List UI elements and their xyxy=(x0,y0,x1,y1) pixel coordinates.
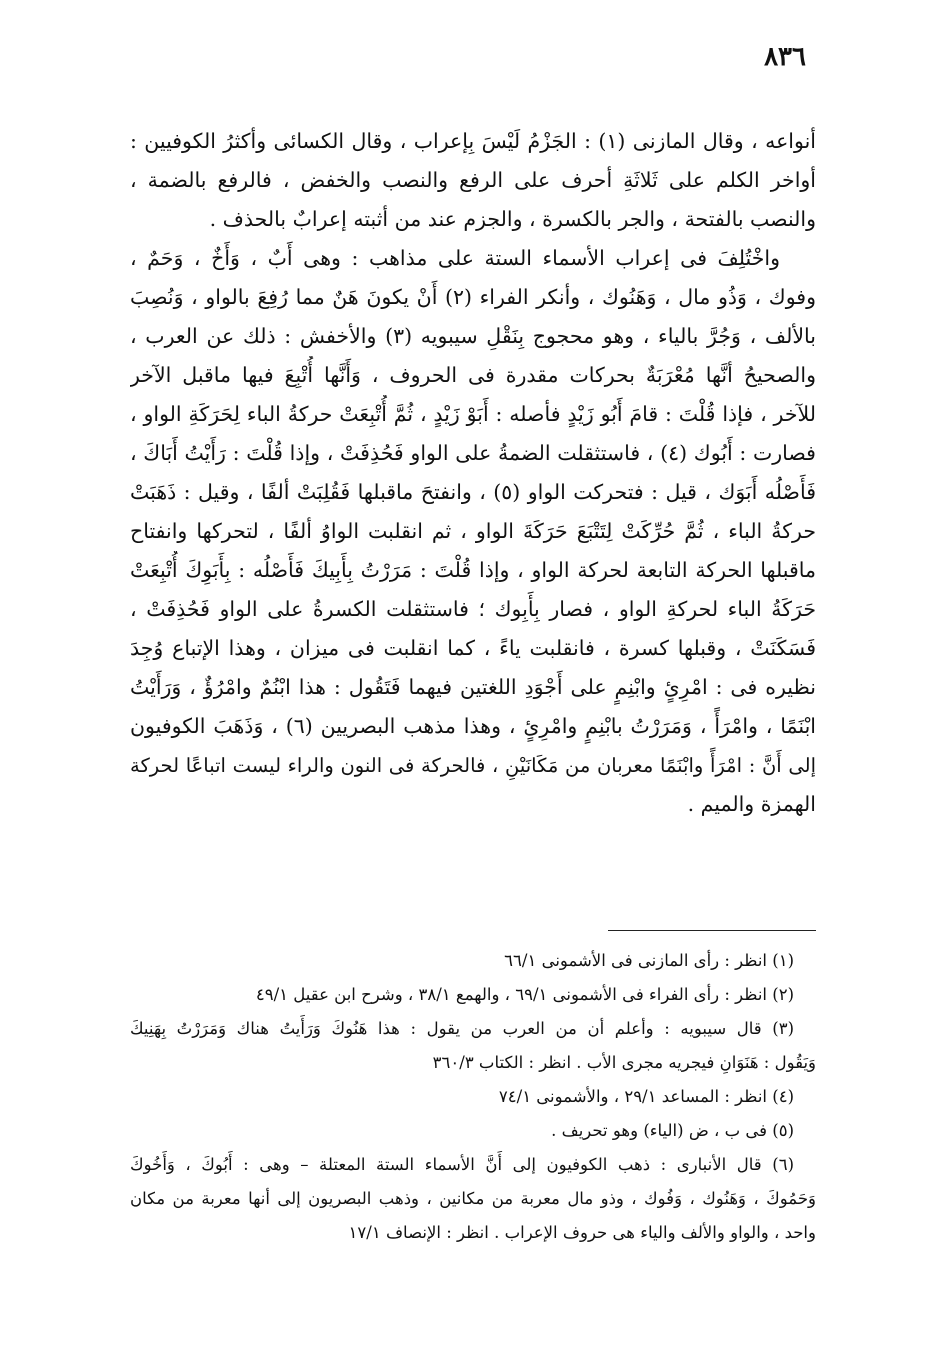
footnote-5: (٥) فى ب ، ض (الياء) وهو تحريف . xyxy=(551,1121,794,1140)
paragraph-start: واخْتُلِفَ فى إعراب الأسماء الستة على مذاهب : وهى أَبٌ ، وَأَخٌ ، وَحَمٌ ، xyxy=(130,246,780,270)
body-line: أواخر الكلم على ثَلاثَةِ أحرف على الرفع والنصب والخفض ، فالرفع بالضمة ، xyxy=(130,168,816,192)
footnote-1: (١) انظر : رأى المازنى فى الأشمونى ٦٦/١ xyxy=(504,951,794,970)
body-line: ماقبلها الحركة التابعة لحركة الواو ، وإذا قُلْتَ : مَرَرْتُ بِأَبِيكَ فَأَصْلُه : بِأَبَوِكَ أُتْبِعَتْ xyxy=(130,558,816,582)
body-line: حركةُ الباء ، ثُمَّ حُرِّكَتْ لِتَتْبَعَ حَرَكَةَ الواو ، ثم انقلبت الواوُ ألفًا ، لتحركها وانفتاح xyxy=(130,519,816,543)
body-line: فَسَكَنَتْ ، وقبلها كسرة ، فانقلبت ياءً ، كما انقلبت فى ميزان ، وهذا الإتباع وُجِدَ xyxy=(130,636,816,660)
body-line: أنواعه ، وقال المازنى (١) : الجَزْمُ لَيْسَ بِإعراب ، وقال الكسائى وأكثرُ الكوفيين : xyxy=(130,129,816,153)
body-line: وفوك ، وَذُو مال ، وَهَنُوك ، وأنكر الفراء (٢) أَنْ يكونَ هَنٌ مما رُفِعَ بالواو ، وَنُصِبَ xyxy=(130,285,816,309)
body-line: ابْنَمًا ، وامْرَأً ، وَمَرَرْتُ بابْنِمٍ وامْرِئٍ ، وهذا مذهب البصريين (٦) ، وَذَهَبَ الكوفيون xyxy=(130,714,816,738)
page-number: ٨٣٦ xyxy=(764,42,806,72)
footnote-3: (٣) قال سيبويه : وأعلم أن من العرب من يقول : هذا هَنُوكَ وَرَأَيتُ هناك وَمَرَرْتُ بِهَنِيكَ xyxy=(130,1019,794,1038)
body-line: والنصب بالفتحة ، والجر بالكسرة ، والجزم عند من أثبته إعرابٌ بالحذف . xyxy=(209,207,816,231)
footnote-6: (٦) قال الأنبارى : ذهب الكوفيون إلى أَنَّ الأسماء الستة المعتلة – وهى : أَبُوكَ ، وَأَخُوكَ xyxy=(130,1155,794,1174)
body-line: نظيره فى : امْرِئٍ وابْنِمٍ على أَجْوَدِ اللغتين فيهما فَتَقُول : هذا ابْنُمٌ وامْرُؤٌ ، وَرَأَيْتُ xyxy=(130,675,816,699)
body-line: الهمزة والميم . xyxy=(687,792,816,816)
body-line: فَأَصْلُه أَبَوَك ، قيل : فتحركت الواو (٥) ، وانفتحَ ماقبلها فَقُلِبَتْ ألفًا ، وقيل : ذَهَبَتْ xyxy=(130,480,816,504)
footnote-separator xyxy=(608,930,816,931)
body-line: للآخر ، فإذا قُلْتَ : قامَ أَبُو زَيْدٍ فأصله : أَبَوْ زَيْدٍ ، ثُمَّ أُتْبِعَتْ حركةُ الباء لِحَرَكَةِ الواو ، xyxy=(130,402,816,426)
main-text xyxy=(130,122,816,824)
body-line: بالألف ، وَجُرَّ بالياء ، وهو محجوج بِنَقْلِ سيبويه (٣) والأخفش : ذلك عن العرب ، xyxy=(130,324,816,348)
body-line: فصارت : أَبُوك (٤) ، فاستثقلت الضمةُ على الواو فَحُذِفَتْ ، وإذا قُلْتَ : رَأَيْتُ أَبَاكَ ، xyxy=(130,441,816,465)
footnote-3-continued: وَيَقُول : هَنَوَانِ فيجريه مجرى الأب . انظر : الكتاب ٣٦٠/٣ xyxy=(432,1053,816,1072)
body-line: حَرَكَةُ الباء لحركةِ الواو ، فصار بِأَبِوك ؛ فاستثقلت الكسرةُ على الواو فَحُذِفَتْ ، xyxy=(130,597,816,621)
footnote-2: (٢) انظر : رأى الفراء فى الأشمونى ٦٩/١ ، والهمع ٣٨/١ ، وشرح ابن عقيل ٤٩/١ xyxy=(255,985,794,1004)
footnotes xyxy=(130,944,816,1250)
body-line: والصحيحُ أنَّها مُعْرَبَةٌ بحركات مقدرة فى الحروف ، وَأَنَّها أُتْبِعَ فيها ماقبل الآخر xyxy=(130,363,816,387)
body-line: إلى أَنَّ : امْرَأً وابْنَمًا معربان من مَكَانَيْنِ ، فالحركة فى النون والراء ليست اتباعًا لحركة xyxy=(130,754,816,777)
footnote-6-continued: وَحَمُوكَ ، وَهَنُوك ، وَفُوك ، وذو مال معربة من مكانين ، وذهب البصريون إلى أنها معربة من مكان xyxy=(130,1189,816,1208)
footnote-4: (٤) انظر : المساعد ٢٩/١ ، والأشمونى ٧٤/١ xyxy=(498,1087,794,1106)
footnote-6-continued: واحد ، والواو والألف والياء هى حروف الإعراب . انظر : الإنصاف ١٧/١ xyxy=(348,1223,816,1242)
